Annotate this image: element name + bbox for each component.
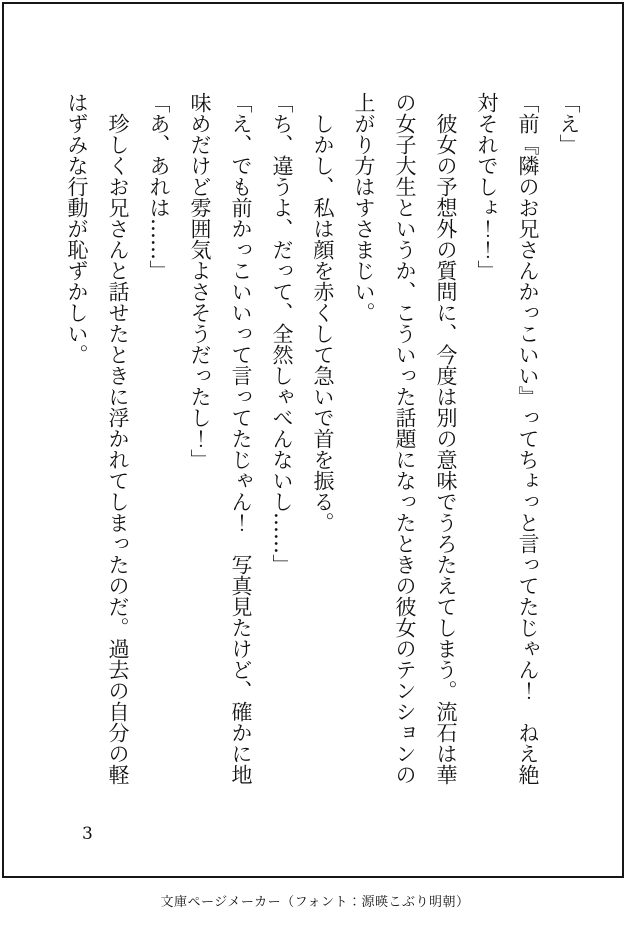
text-line: 対それでしょ！！」 <box>475 92 499 281</box>
text-line: 「え」 <box>557 92 581 155</box>
vertical-body-text <box>56 92 589 792</box>
page-border-frame <box>2 2 624 878</box>
text-line: 彼女の予想外の質問に、今度は別の意味でうろたえてしまう。流石は華 <box>434 92 458 785</box>
text-line: 「え、でも前かっこいいって言ってたじゃん！ 写真見たけど、確かに地 <box>229 92 253 785</box>
text-line: 上がり方はすさまじい。 <box>352 92 376 323</box>
text-line: の女子大生というか、こういった話題になったときの彼女のテンションの <box>393 92 417 785</box>
text-line: 味めだけど雰囲気よさそうだったし！」 <box>188 92 212 470</box>
text-line: 「ち、違うよ、だって、全然しゃべんないし……」 <box>270 92 294 575</box>
text-line: しかし、私は顔を赤くして急いで首を振る。 <box>311 92 335 533</box>
footer-caption: 文庫ページメーカー（フォント：源暎こぶり明朝） <box>160 895 470 910</box>
text-line: 珍しくお兄さんと話せたときに浮かれてしまったのだ。過去の自分の軽 <box>106 92 130 785</box>
text-line: 「前『隣のお兄さんかっこいい』ってちょっと言ってたじゃん！ ねえ絶 <box>516 92 540 785</box>
text-line: 「あ、あれは……」 <box>147 92 171 281</box>
page-number: 3 <box>82 824 93 844</box>
text-line: はずみな行動が恥ずかしい。 <box>65 92 89 365</box>
